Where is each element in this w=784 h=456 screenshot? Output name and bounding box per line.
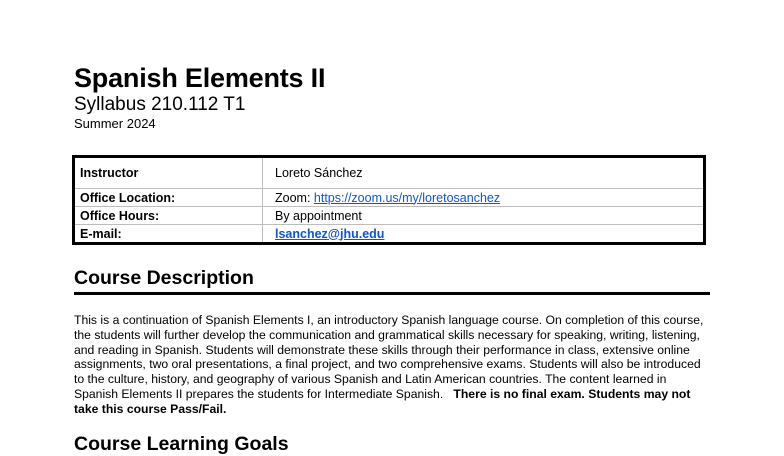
term-label: Summer 2024 bbox=[74, 116, 156, 131]
table-row bbox=[74, 225, 705, 244]
table-row bbox=[74, 189, 705, 207]
table-row bbox=[74, 207, 705, 225]
office-hours-label: Office Hours: bbox=[74, 207, 263, 225]
instructor-value: Loreto Sánchez bbox=[275, 166, 363, 180]
email-link[interactable]: lsanchez@jhu.edu bbox=[275, 226, 385, 241]
course-description-text bbox=[74, 313, 710, 417]
zoom-link[interactable]: https://zoom.us/my/loretosanchez bbox=[313, 190, 501, 205]
course-learning-goals-heading: Course Learning Goals bbox=[74, 433, 289, 455]
syllabus-header bbox=[74, 62, 710, 132]
office-location-prefix: Zoom: bbox=[275, 190, 314, 205]
office-location-value bbox=[263, 189, 705, 207]
office-hours-value: By appointment bbox=[263, 207, 705, 225]
instructor-label: Instructor bbox=[74, 157, 263, 189]
office-location-label: Office Location: bbox=[74, 189, 263, 207]
table-row bbox=[74, 157, 705, 189]
email-label: E-mail: bbox=[74, 225, 263, 244]
syllabus-subtitle: Syllabus 210.112 T1 bbox=[74, 94, 246, 115]
course-description-note: There is no final exam. Students may not take this course Pass/Fail. bbox=[74, 386, 691, 416]
course-description-body: This is a continuation of Spanish Elements I, an introductory Spanish language course. On completion of this course, the students will further develop the communication and grammatical skills necessary for speaking, writing, listening, and reading in Spanish. Students will demonstrate these skills through their performance in class, extensive online assignments, two oral presentations, a final project, and two comprehensive exams. Students will also be introduced to the culture, history, and geography of various Spanish and Latin American countries. The content learned in Spanish Elements II prepares the students for Intermediate Spanish. bbox=[74, 313, 704, 401]
email-value bbox=[263, 225, 705, 244]
course-description-heading: Course Description bbox=[74, 266, 710, 295]
page-title: Spanish Elements II bbox=[74, 63, 326, 93]
instructor-info-table bbox=[72, 155, 706, 245]
